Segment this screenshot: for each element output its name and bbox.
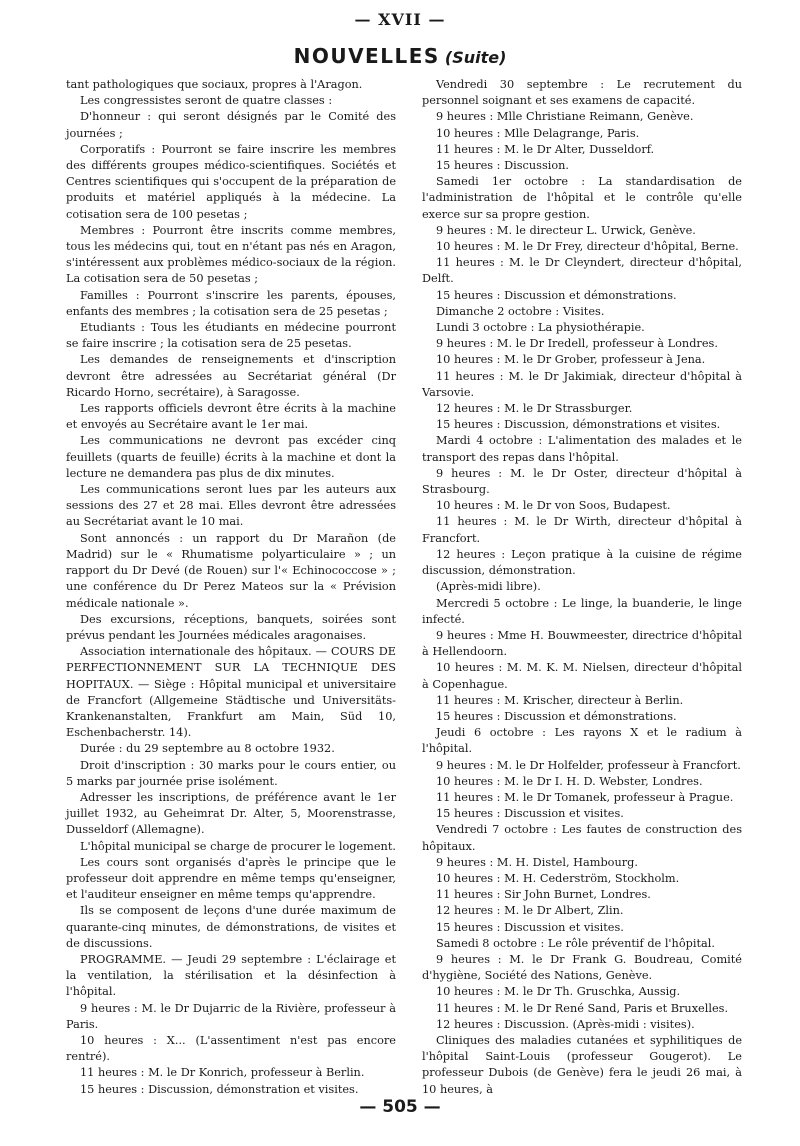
paragraph: Dimanche 2 octobre : Visites.: [436, 304, 605, 318]
paragraph: 11 heures : M. le Dr Jakimiak, directeur d'hôpital à Varsovie.: [422, 369, 742, 399]
paragraph: Jeudi 6 octobre : Les rayons X et le radium à l'hôpital.: [422, 726, 742, 756]
paragraph: 11 heures : Sir John Burnet, Londres.: [436, 888, 651, 902]
paragraph: 10 heures : M. H. Cederström, Stockholm.: [436, 871, 680, 885]
paragraph: 15 heures : Discussion et visites.: [436, 807, 624, 821]
paragraph: Mardi 4 octobre : L'alimentation des malades et le transport des repas dans l'hôpital.: [422, 434, 742, 464]
paragraph: 10 heures : X... (L'assentiment n'est pas encore rentré).: [66, 1033, 396, 1064]
paragraph: 9 heures : M. le Dr Iredell, professeur à Londres.: [436, 337, 718, 351]
paragraph: PROGRAMME. — Jeudi 29 septembre : L'éclairage et la ventilation, la stérilisation et la désinfection à l'hôpital.: [66, 952, 396, 999]
paragraph: 15 heures : Discussion, démonstrations et visites.: [436, 418, 721, 432]
paragraph: 9 heures : M. le Dr Oster, directeur d'hôpital à Strasbourg.: [422, 466, 742, 497]
paragraph: Vendredi 7 octobre : Les fautes de construction des hôpitaux.: [422, 823, 742, 853]
paragraph: Mercredi 5 octobre : Le linge, la buanderie, le linge infecté.: [422, 596, 742, 626]
paragraph: 15 heures : Discussion.: [436, 159, 570, 173]
right-column: [422, 77, 742, 1098]
paragraph: Les communications ne devront pas excéder cinq feuillets (quarts de feuille) écrits à la machine et dont la lecture ne demandera pas plus de dix minutes.: [66, 434, 396, 480]
paragraph: Les cours sont organisés d'après le principe que le professeur doit apprendre en même temps qu'enseigner, et l'auditeur enseigner en même temps qu'apprendre.: [66, 855, 396, 902]
paragraph: Familles : Pourront s'inscrire les parents, épouses, enfants des membres ; la cotisation sera de 25 pesetas ;: [66, 288, 396, 318]
paragraph: Etudiants : Tous les étudiants en médecine pourront se faire inscrire ; la cotisation sera de 25 pesetas.: [66, 321, 396, 351]
paragraph: Les congressistes seront de quatre classes :: [80, 94, 333, 108]
paragraph: Samedi 8 octobre : Le rôle préventif de l'hôpital.: [436, 936, 715, 950]
paragraph: 10 heures : Mlle Delagrange, Paris.: [436, 126, 640, 140]
paragraph: Adresser les inscriptions, de préférence avant le 1er juillet 1932, au Geheimrat Dr. Alter, 5, Moorenstrasse, Dusseldorf (Allemagne).: [66, 790, 396, 837]
paragraph: Vendredi 30 septembre : Le recrutement du personnel soignant et ses examens de capacité.: [422, 78, 742, 108]
paragraph: Des excursions, réceptions, banquets, soirées sont prévus pendant les Journées médicales aragonaises.: [66, 612, 396, 642]
paragraph: 10 heures : M. le Dr Frey, directeur d'hôpital, Berne.: [436, 240, 739, 254]
paragraph: Droit d'inscription : 30 marks pour le cours entier, ou 5 marks par journée prise isolément.: [66, 758, 396, 788]
paragraph: 11 heures : M. le Dr René Sand, Paris et Bruxelles.: [436, 1001, 729, 1015]
paragraph: 10 heures : M. le Dr Th. Gruschka, Aussig.: [436, 985, 681, 999]
paragraph: Les demandes de renseignements et d'inscription devront être adressées au Secrétariat général (Dr Ricardo Horno, secrétaire), à Saragosse.: [66, 353, 396, 399]
paragraph: Corporatifs : Pourront se faire inscrire les membres des différents groupes médico-scientifiques. Sociétés et Centres scientifiques qui s'occupent de la préparation de produits et matériel appliqués à la médecine. La cotisation sera de 100 pesetas ;: [66, 142, 396, 221]
paragraph: 15 heures : Discussion et démonstrations.: [436, 709, 677, 723]
paragraph: 12 heures : M. le Dr Strassburger.: [436, 402, 633, 416]
paragraph: Durée : du 29 septembre au 8 octobre 1932.: [80, 742, 335, 756]
paragraph: Sont annoncés : un rapport du Dr Marañon (de Madrid) sur le « Rhumatisme polyarticulaire » ; un rapport du Dr Devé (de Rouen) sur l'« Echinococcose » ; une conférence du Dr Perez Mateos sur la « Prévision médicale nationale ».: [66, 531, 396, 610]
paragraph: 9 heures : M. H. Distel, Hambourg.: [436, 855, 638, 869]
paragraph: 9 heures : M. le directeur L. Urwick, Genève.: [436, 223, 696, 237]
paragraph: L'hôpital municipal se charge de procurer le logement.: [80, 839, 396, 853]
paragraph: Membres : Pourront être inscrits comme membres, tous les médecins qui, tout en n'étant pas nés en Aragon, s'intéressent aux problèmes médico-sociaux de la région. La cotisation sera de 50 pesetas ;: [66, 223, 396, 286]
paragraph: 12 heures : Leçon pratique à la cuisine de régime discussion, démonstration.: [422, 547, 742, 578]
title-main: NOUVELLES: [293, 44, 440, 68]
paragraph: Les rapports officiels devront être écrits à la machine et envoyés au Secrétaire avant le 1er mai.: [66, 402, 396, 432]
paragraph: 12 heures : Discussion. (Après-midi : visites).: [436, 1017, 695, 1031]
paragraph: 10 heures : M. M. K. M. Nielsen, directeur d'hôpital à Copenhague.: [422, 661, 742, 691]
paragraph: D'honneur : qui seront désignés par le Comité des journées ;: [66, 110, 396, 140]
paragraph: 9 heures : M. le Dr Frank G. Boudreau, Comité d'hygiène, Société des Nations, Genève.: [422, 952, 742, 983]
paragraph: 9 heures : Mlle Christiane Reimann, Genève.: [436, 110, 694, 124]
paragraph: tant pathologiques que sociaux, propres à l'Aragon.: [66, 78, 363, 91]
paragraph: 10 heures : M. le Dr I. H. D. Webster, Londres.: [436, 774, 703, 788]
left-column: [66, 77, 396, 1098]
paragraph: 9 heures : M. le Dr Dujarric de la Rivière, professeur à Paris.: [66, 1001, 396, 1031]
paragraph: Association internationale des hôpitaux. — COURS DE PERFECTIONNEMENT SUR LA TECHNIQUE DES HOPITAUX. — Siège : Hôpital municipal et universitaire de Francfort (Allgemeine Städtische und Universitäts-Krankenanstalten, Frankfurt am Main, Süd 10, Eschenbacherstr. 14).: [66, 645, 396, 740]
paragraph: 15 heures : Discussion et visites.: [436, 920, 624, 934]
paragraph: Cliniques des maladies cutanées et syphilitiques de l'hôpital Saint-Louis (professeur Gougerot). Le professeur Dubois (de Genève) fera le jeudi 26 mai, à 10 heures, à: [422, 1033, 742, 1096]
paragraph: 12 heures : M. le Dr Albert, Zlin.: [436, 904, 624, 918]
paragraph: Lundi 3 octobre : La physiothérapie.: [436, 321, 645, 335]
page-title: [0, 44, 800, 68]
paragraph: 11 heures : M. le Dr Konrich, professeur à Berlin.: [80, 1066, 365, 1080]
paragraph: 11 heures : M. le Dr Tomanek, professeur à Prague.: [436, 790, 734, 804]
paragraph: 10 heures : M. le Dr Grober, professeur à Jena.: [436, 353, 706, 367]
paragraph: Ils se composent de leçons d'une durée maximum de quarante-cinq minutes, de démonstrations, de visites et de discussions.: [66, 904, 396, 950]
title-suite: (Suite): [444, 48, 507, 67]
paragraph: Samedi 1er octobre : La standardisation de l'administration de l'hôpital et le contrôle qu'elle exerce sur sa propre gestion.: [422, 175, 742, 221]
paragraph: 11 heures : M. le Dr Wirth, directeur d'hôpital à Francfort.: [422, 515, 742, 545]
paragraph: 9 heures : M. le Dr Holfelder, professeur à Francfort.: [436, 758, 741, 772]
page-number-bottom: — 505 —: [359, 1097, 441, 1117]
paragraph: Les communications seront lues par les auteurs aux sessions des 27 et 28 mai. Elles devront être adressées au Secrétariat avant le 10 mai.: [66, 483, 396, 529]
paragraph: 9 heures : Mme H. Bouwmeester, directrice d'hôpital à Hellendoorn.: [422, 628, 742, 659]
paragraph: 15 heures : Discussion et démonstrations.: [436, 288, 677, 302]
paragraph: (Après-midi libre).: [436, 580, 541, 594]
paragraph: 11 heures : M. le Dr Alter, Dusseldorf.: [436, 142, 655, 156]
page-number-top: — XVII —: [354, 10, 446, 29]
paragraph: 11 heures : M. le Dr Cleyndert, directeur d'hôpital, Delft.: [422, 256, 742, 286]
paragraph: 15 heures : Discussion, démonstration et visites.: [80, 1082, 359, 1096]
paragraph: 11 heures : M. Krischer, directeur à Berlin.: [436, 693, 684, 707]
paragraph: 10 heures : M. le Dr von Soos, Budapest.: [436, 499, 671, 513]
